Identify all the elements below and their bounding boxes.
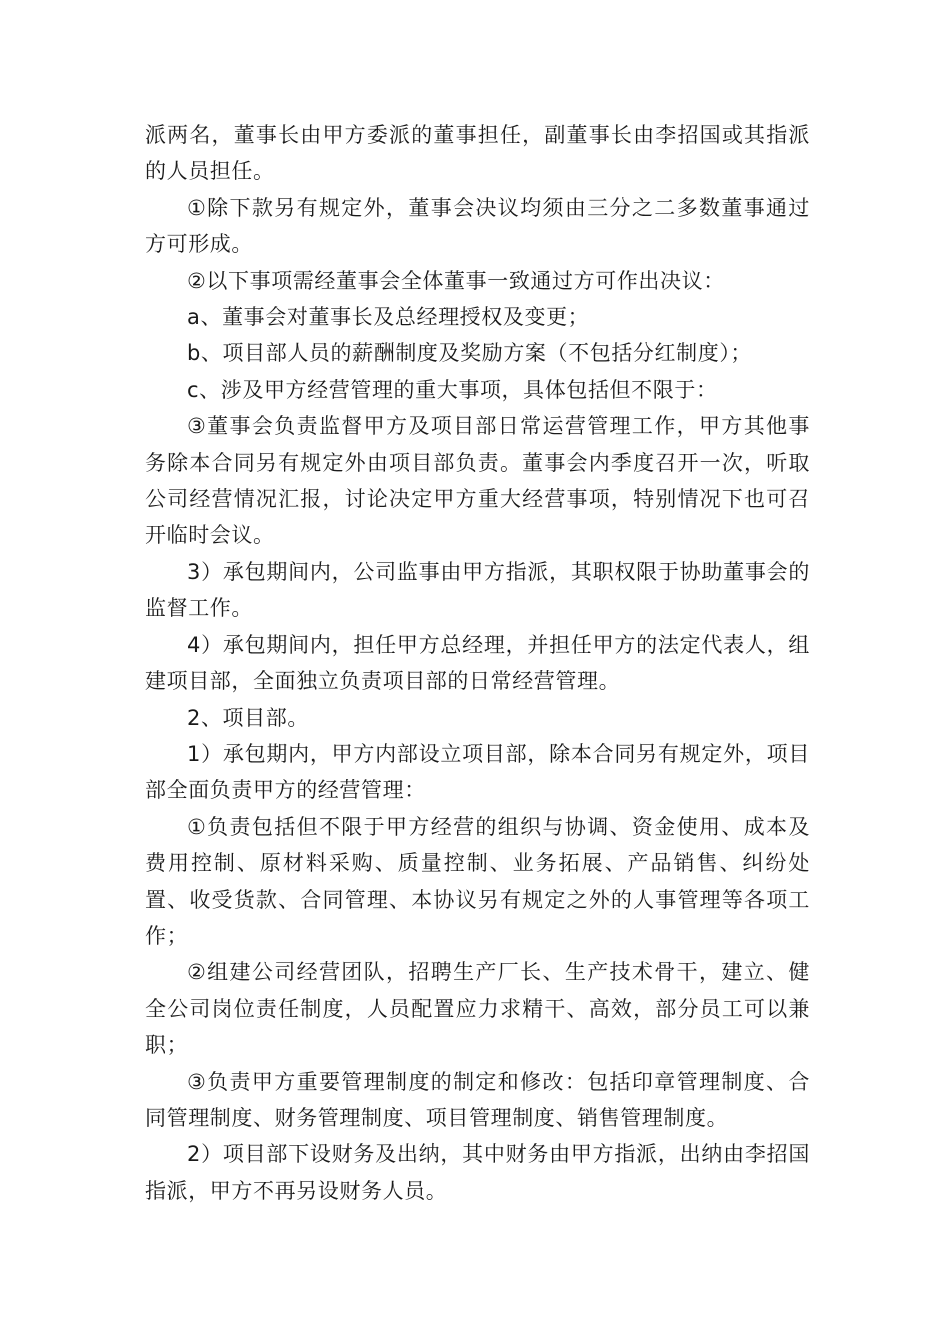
paragraph: 1）承包期内，甲方内部设立项目部，除本合同另有规定外，项目部全面负责甲方的经营管理： [145, 741, 810, 803]
paragraph: ③董事会负责监督甲方及项目部日常运营管理工作，甲方其他事务除本合同另有规定外由项目部负责。董事会内季度召开一次，听取公司经营情况汇报，讨论决定甲方重大经营事项，特别情况下也可召开临时会议。 [145, 414, 810, 548]
paragraph: b、项目部人员的薪酬制度及奖励方案（不包括分红制度）； [187, 341, 753, 366]
paragraph: 2、项目部。 [187, 705, 309, 730]
paragraph: ①负责包括但不限于甲方经营的组织与协调、资金使用、成本及费用控制、原材料采购、质量控制、业务拓展、产品销售、纠纷处置、收受货款、合同管理、本协议另有规定之外的人事管理等各项工作； [145, 814, 810, 948]
paragraph: a、董事会对董事长及总经理授权及变更； [187, 305, 590, 330]
paragraph: c、涉及甲方经营管理的重大事项，具体包括但不限于： [187, 377, 718, 402]
paragraph: 3）承包期间内，公司监事由甲方指派，其职权限于协助董事会的监督工作。 [145, 559, 810, 621]
paragraph: ①除下款另有规定外，董事会决议均须由三分之二多数董事通过方可形成。 [145, 195, 810, 257]
paragraph: 4）承包期间内，担任甲方总经理，并担任甲方的法定代表人，组建项目部，全面独立负责项目部的日常经营管理。 [145, 632, 810, 694]
paragraph: ②以下事项需经董事会全体董事一致通过方可作出决议： [187, 268, 725, 293]
paragraph: 派两名，董事长由甲方委派的董事担任，副董事长由李招国或其指派的人员担任。 [145, 123, 810, 184]
paragraph: ③负责甲方重要管理制度的制定和修改：包括印章管理制度、合同管理制度、财务管理制度、项目管理制度、销售管理制度。 [145, 1069, 810, 1130]
paragraph: ②组建公司经营团队，招聘生产厂长、生产技术骨干，建立、健全公司岗位责任制度，人员配置应力求精干、高效，部分员工可以兼职； [145, 960, 810, 1058]
document-body [145, 117, 810, 1209]
paragraph: 2）项目部下设财务及出纳，其中财务由甲方指派，出纳由李招国指派，甲方不再另设财务人员。 [145, 1142, 810, 1203]
